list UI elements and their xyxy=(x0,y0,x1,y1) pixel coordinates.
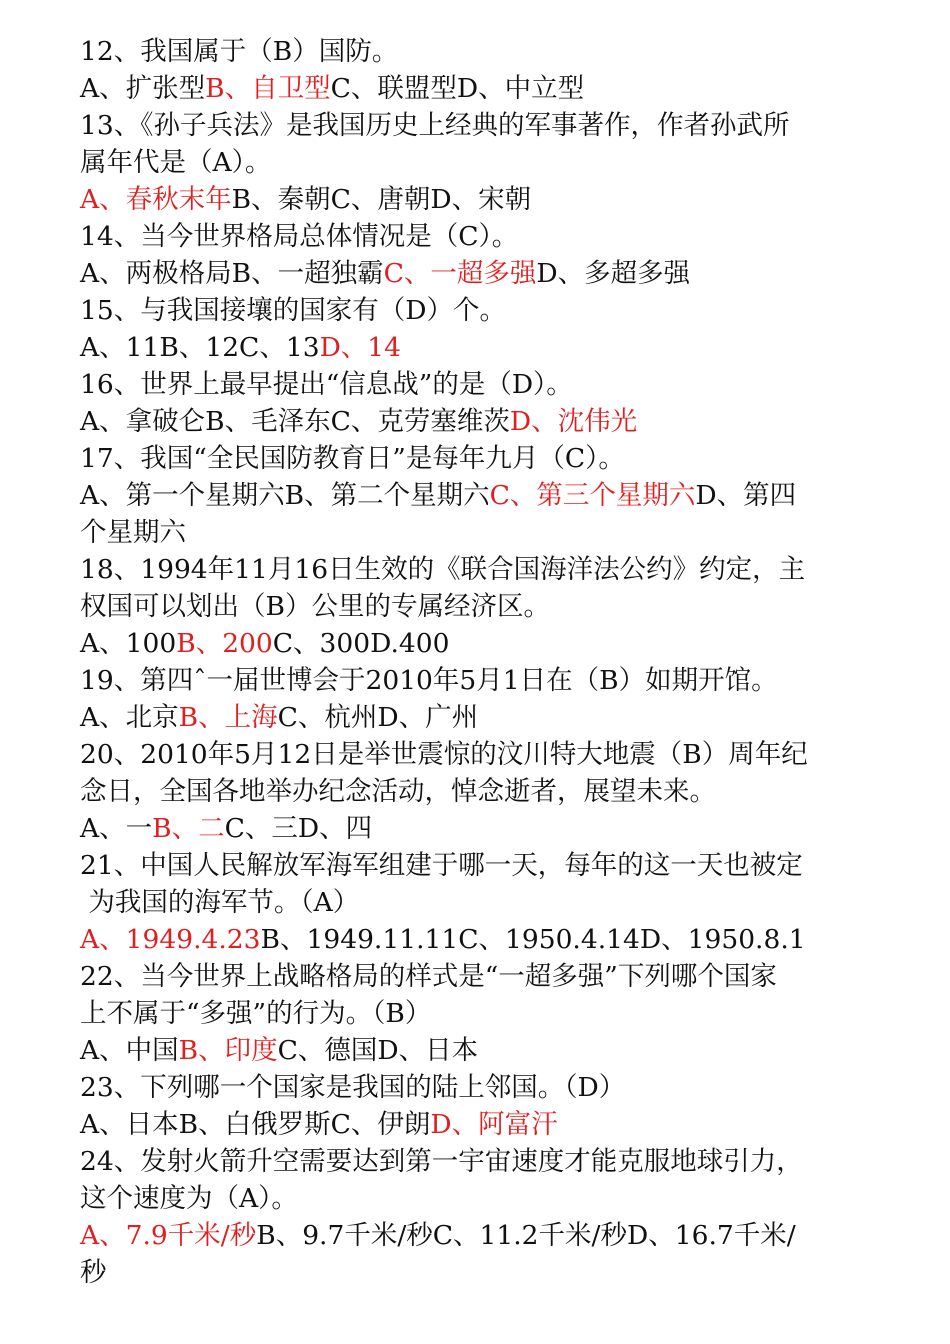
text-segment: B、1949.11.11C、1950.4.14D、1950.8.1 xyxy=(260,924,806,955)
text-line xyxy=(80,107,870,144)
answer-highlight: D、阿富汗 xyxy=(430,1109,558,1140)
text-segment: A、中国 xyxy=(80,1035,179,1066)
text-line xyxy=(80,588,870,625)
text-line xyxy=(80,292,870,329)
answer-highlight: B、200 xyxy=(176,628,273,659)
text-line xyxy=(80,329,870,366)
text-line xyxy=(80,958,870,995)
text-segment: 23、下列哪一个国家是我国的陆上邻国。（D） xyxy=(80,1072,626,1103)
text-segment: C、三D、四 xyxy=(224,813,373,844)
text-line xyxy=(80,1032,870,1069)
text-line xyxy=(80,514,870,551)
text-segment: B、秦朝C、唐朝D、宋朝 xyxy=(231,184,532,215)
text-segment: 17、我国“全民国防教育日”是每年九月（C）。 xyxy=(80,443,625,474)
text-line xyxy=(80,921,870,958)
text-segment: A、两极格局B、一超独霸 xyxy=(80,258,384,289)
text-line xyxy=(80,403,870,440)
text-segment: A、扩张型 xyxy=(80,73,206,104)
text-segment: 21、中国人民解放军海军组建于哪一天，每年的这一天也被定 xyxy=(80,850,803,881)
text-segment: 上不属于“多强”的行为。（B） xyxy=(80,998,432,1029)
text-segment: 16、世界上最早提出“信息战”的是（D）。 xyxy=(80,369,573,400)
text-segment: 念日，全国各地举办纪念活动，悼念逝者，展望未来。 xyxy=(80,776,716,807)
answer-highlight: C、第三个星期六 xyxy=(489,480,696,511)
text-segment: 24、发射火箭升空需要达到第一宇宙速度才能克服地球引力， xyxy=(80,1146,803,1177)
answer-highlight: B、自卫型 xyxy=(205,73,331,104)
text-segment: C、联盟型D、中立型 xyxy=(330,73,585,104)
text-segment: D、第四 xyxy=(695,480,797,511)
text-segment: C、杭州D、广州 xyxy=(277,702,479,733)
answer-highlight: D、沈伟光 xyxy=(509,406,638,437)
text-line xyxy=(80,699,870,736)
text-line xyxy=(80,144,870,181)
text-segment: 14、当今世界格局总体情况是（C）。 xyxy=(80,221,519,252)
text-line xyxy=(80,33,870,70)
answer-highlight: B、印度 xyxy=(178,1035,278,1066)
answer-highlight: A、7.9千米/秒 xyxy=(80,1220,257,1251)
answer-highlight: A、1949.4.23 xyxy=(80,924,261,955)
text-segment: C、德国D、日本 xyxy=(277,1035,479,1066)
text-line xyxy=(80,773,870,810)
text-segment: A、北京 xyxy=(80,702,179,733)
text-segment: A、日本B、白俄罗斯C、伊朗 xyxy=(80,1109,431,1140)
answer-highlight: C、一超多强 xyxy=(383,258,537,289)
text-line xyxy=(80,662,870,699)
text-segment: C、300D.400 xyxy=(272,628,450,659)
answer-highlight: B、二 xyxy=(152,813,225,844)
answer-highlight: A、春秋末年 xyxy=(80,184,232,215)
text-line xyxy=(80,1254,870,1291)
text-segment: A、一 xyxy=(80,813,153,844)
text-line xyxy=(80,1143,870,1180)
text-line xyxy=(80,1106,870,1143)
text-segment: 20、2010年5月12日是举世震惊的汶川特大地震（B）周年纪 xyxy=(80,739,808,770)
text-segment: 19、第四ˆ一届世博会于2010年5月1日在（B）如期开馆。 xyxy=(80,665,778,696)
text-line xyxy=(80,1069,870,1106)
text-line xyxy=(80,995,870,1032)
text-line xyxy=(80,625,870,662)
text-line xyxy=(80,477,870,514)
text-segment: A、拿破仑B、毛泽东C、克劳塞维茨 xyxy=(80,406,510,437)
text-segment: A、11B、12C、13 xyxy=(80,332,320,363)
text-line xyxy=(80,218,870,255)
answer-highlight: D、14 xyxy=(319,332,402,363)
text-segment: 秒 xyxy=(80,1257,107,1288)
text-segment: 15、与我国接壤的国家有（D）个。 xyxy=(80,295,506,326)
text-line xyxy=(80,181,870,218)
text-segment: 属年代是（A）。 xyxy=(80,147,272,178)
text-segment: 这个速度为（A）。 xyxy=(80,1183,298,1214)
text-segment: 13、《孙子兵法》是我国历史上经典的军事著作，作者孙武所 xyxy=(80,110,790,141)
text-line xyxy=(80,440,870,477)
text-segment: D、多超多强 xyxy=(536,258,691,289)
text-line xyxy=(80,70,870,107)
text-segment: 为我国的海军节。（A） xyxy=(80,887,360,918)
text-segment: 个星期六 xyxy=(80,517,186,548)
answer-highlight: B、上海 xyxy=(178,702,278,733)
text-line xyxy=(80,810,870,847)
text-segment: 18、1994年11月16日生效的《联合国海洋法公约》约定，主 xyxy=(80,554,806,585)
text-segment: A、第一个星期六B、第二个星期六 xyxy=(80,480,490,511)
text-line xyxy=(80,884,870,921)
text-segment: A、100 xyxy=(80,628,177,659)
text-segment: 12、我国属于（B）国防。 xyxy=(80,36,399,67)
text-line xyxy=(80,1217,870,1254)
text-line xyxy=(80,551,870,588)
text-line xyxy=(80,847,870,884)
text-segment: B、9.7千米/秒C、11.2千米/秒D、16.7千米/ xyxy=(256,1220,796,1251)
text-segment: 22、当今世界上战略格局的样式是“一超多强”下列哪个国家 xyxy=(80,961,777,992)
document-body xyxy=(80,33,870,1291)
text-line xyxy=(80,366,870,403)
text-segment: 权国可以划出（B）公里的专属经济区。 xyxy=(80,591,550,622)
text-line xyxy=(80,1180,870,1217)
text-line xyxy=(80,736,870,773)
text-line xyxy=(80,255,870,292)
